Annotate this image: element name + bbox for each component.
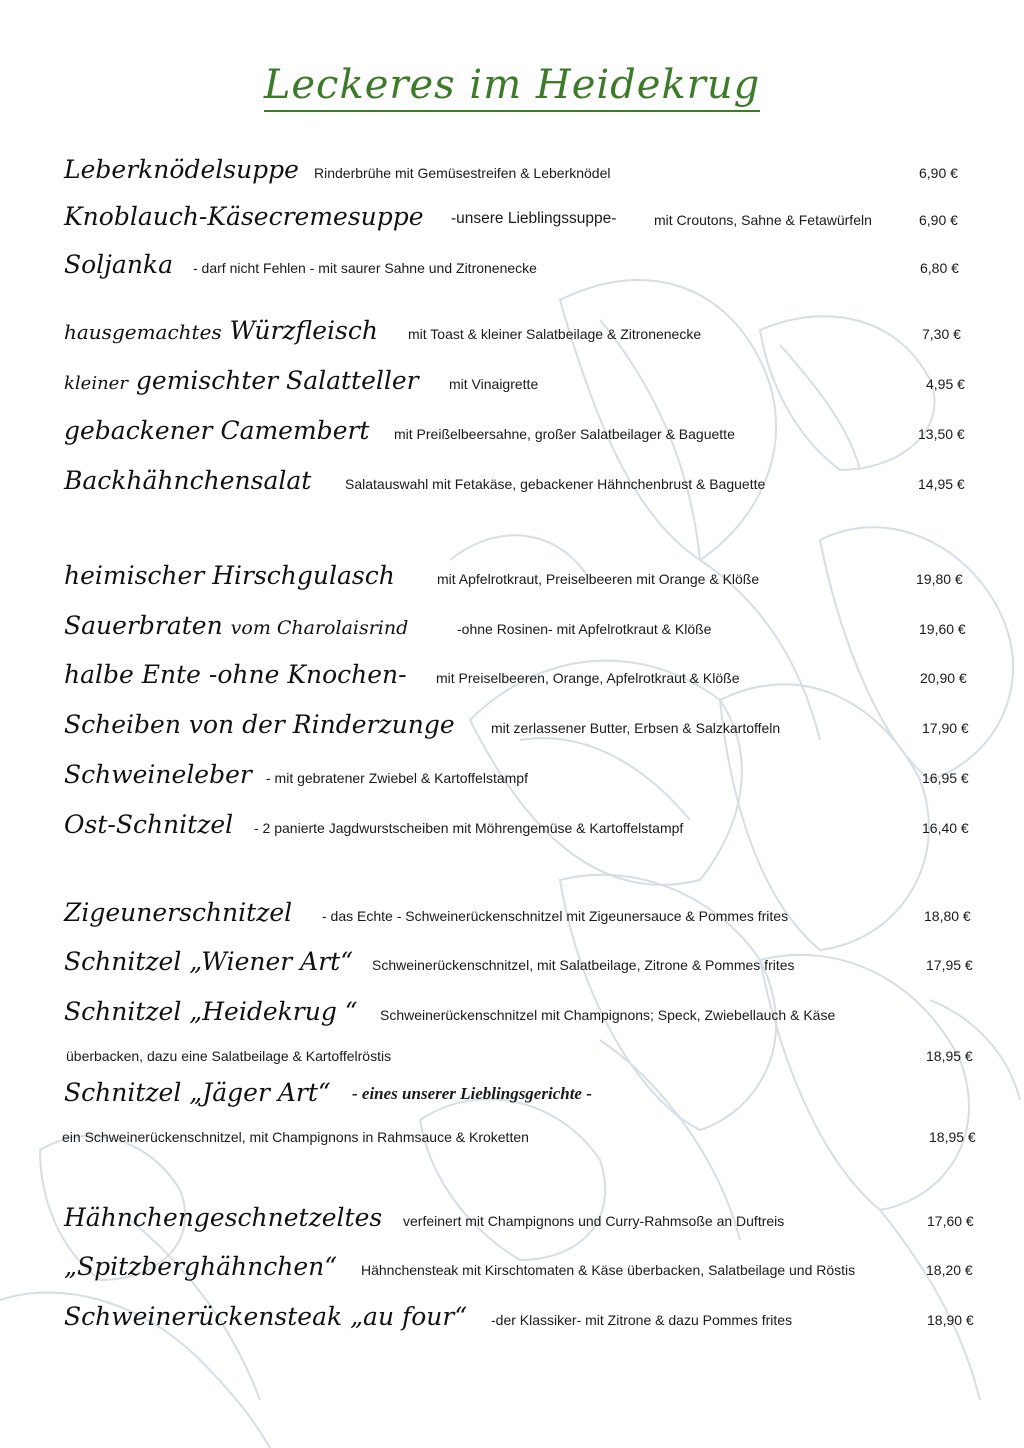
dish-description: mit Preißelbeersahne, großer Salatbeilager & Baguette xyxy=(394,426,735,442)
menu-item xyxy=(0,311,1024,351)
dish-description-continued: überbacken, dazu eine Salatbeilage & Kartoffelröstis xyxy=(66,1048,392,1064)
menu-item xyxy=(0,992,1024,1032)
dish-note: - eines unserer Lieblingsgerichte - xyxy=(352,1084,592,1103)
dish-description: -der Klassiker- mit Zitrone & dazu Pommes frites xyxy=(491,1312,793,1328)
menu-item xyxy=(0,556,1024,596)
dish-name: Leberknödelsuppe xyxy=(64,155,299,184)
dish-description: - das Echte - Schweinerückenschnitzel mit Zigeunersauce & Pommes frites xyxy=(322,908,789,924)
dish-price: 4,95 € xyxy=(926,376,965,392)
dish-price: 17,60 € xyxy=(927,1213,974,1229)
dish-name: Scheiben von der Rinderzunge xyxy=(64,710,455,739)
dish-price: 6,90 € xyxy=(919,165,958,181)
dish-name: Schnitzel „Jäger Art“ xyxy=(64,1078,331,1107)
menu-item xyxy=(0,942,1024,982)
menu-item xyxy=(0,1198,1024,1238)
menu-item xyxy=(0,1247,1024,1287)
dish-name: Schnitzel „Wiener Art“ xyxy=(64,947,354,976)
dish-name: Schweinerückensteak „au four“ xyxy=(64,1302,468,1331)
dish-price: 17,95 € xyxy=(926,957,973,973)
dish-name-prefix: kleiner xyxy=(64,373,128,394)
menu-item xyxy=(0,1073,1024,1113)
dish-price: 18,80 € xyxy=(924,908,971,924)
dish-name-main: gemischter Salatteller xyxy=(135,366,419,395)
dish-name: Knoblauch-Käsecremesuppe xyxy=(64,202,424,231)
dish-price: 18,90 € xyxy=(927,1312,974,1328)
dish-name: „Spitzberghähnchen“ xyxy=(64,1252,338,1281)
dish-description: mit Apfelrotkraut, Preiselbeeren mit Orange & Klöße xyxy=(437,571,760,587)
dish-name: Backhähnchensalat xyxy=(64,466,312,495)
dish-name: heimischer Hirschgulasch xyxy=(64,561,395,590)
dish-description: Salatauswahl mit Fetakäse, gebackener Hähnchenbrust & Baguette xyxy=(345,476,766,492)
menu-item xyxy=(0,150,1024,190)
dish-price: 20,90 € xyxy=(920,670,967,686)
menu-item xyxy=(0,893,1024,933)
dish-name: Ost-Schnitzel xyxy=(64,810,234,839)
menu-title: Leckeres im Heidekrug xyxy=(0,62,1024,108)
dish-name xyxy=(64,366,419,395)
dish-price: 16,95 € xyxy=(922,770,969,786)
dish-price: 7,30 € xyxy=(922,326,961,342)
dish-name xyxy=(64,611,408,640)
dish-price: 18,20 € xyxy=(926,1262,973,1278)
dish-description: Schweinerückenschnitzel mit Champignons; Speck, Zwiebellauch & Käse xyxy=(380,1007,836,1023)
menu-item xyxy=(0,461,1024,501)
dish-name: Schweineleber xyxy=(64,760,252,789)
menu-item xyxy=(0,197,1024,237)
dish-name: Hähnchengeschnetzeltes xyxy=(64,1203,383,1232)
dish-description: - mit gebratener Zwiebel & Kartoffelstampf xyxy=(266,770,528,786)
dish-description: mit zerlassener Butter, Erbsen & Salzkartoffeln xyxy=(491,720,781,736)
dish-price: 14,95 € xyxy=(918,476,965,492)
dish-description: verfeinert mit Champignons und Curry-Rahmsoße an Duftreis xyxy=(403,1213,785,1229)
menu-item xyxy=(0,411,1024,451)
dish-description: mit Preiselbeeren, Orange, Apfelrotkraut & Klöße xyxy=(436,670,740,686)
menu-item xyxy=(0,1297,1024,1337)
dish-name-suffix: vom Charolaisrind xyxy=(230,617,409,639)
dish-description: - darf nicht Fehlen - mit saurer Sahne und Zitronenecke xyxy=(193,260,537,276)
menu-item xyxy=(0,655,1024,695)
dish-description: Hähnchensteak mit Kirschtomaten & Käse überbacken, Salatbeilage und Röstis xyxy=(361,1262,856,1278)
dish-price: 19,60 € xyxy=(919,621,966,637)
dish-description: Schweinerückenschnitzel, mit Salatbeilage, Zitrone & Pommes frites xyxy=(372,957,795,973)
menu-item xyxy=(0,805,1024,845)
dish-price: 19,80 € xyxy=(916,571,963,587)
dish-name-prefix: hausgemachtes xyxy=(64,320,222,344)
dish-name-main: Würzfleisch xyxy=(229,316,378,345)
dish-price: 17,90 € xyxy=(922,720,969,736)
dish-name: gebackener Camembert xyxy=(64,416,370,445)
dish-description: mit Toast & kleiner Salatbeilage & Zitronenecke xyxy=(408,326,702,342)
dish-name: Schnitzel „Heidekrug “ xyxy=(64,997,358,1026)
menu-item-continuation xyxy=(0,1033,1024,1073)
dish-description: mit Vinaigrette xyxy=(449,376,539,392)
dish-description: -ohne Rosinen- mit Apfelrotkraut & Klöße xyxy=(457,621,712,637)
dish-name: Zigeunerschnitzel xyxy=(64,898,293,927)
dish-name: halbe Ente -ohne Knochen- xyxy=(64,660,407,689)
dish-price: 18,95 € xyxy=(926,1048,973,1064)
menu-item xyxy=(0,606,1024,646)
menu-item-continuation xyxy=(0,1114,1024,1154)
dish-description: - 2 panierte Jagdwurstscheiben mit Möhrengemüse & Kartoffelstampf xyxy=(254,820,684,836)
dish-name-main: Sauerbraten xyxy=(64,611,223,640)
menu-item xyxy=(0,361,1024,401)
dish-description: mit Croutons, Sahne & Fetawürfeln xyxy=(654,212,872,228)
dish-price: 16,40 € xyxy=(922,820,969,836)
dish-price: 18,95 € xyxy=(929,1129,976,1145)
dish-price: 13,50 € xyxy=(918,426,965,442)
menu-item xyxy=(0,705,1024,745)
dish-price: 6,90 € xyxy=(919,212,958,228)
menu-item xyxy=(0,245,1024,285)
dish-description-prefix: -unsere Lieblingssuppe- xyxy=(451,210,617,227)
menu-item xyxy=(0,755,1024,795)
dish-name xyxy=(64,316,378,345)
dish-description: Rinderbrühe mit Gemüsestreifen & Leberknödel xyxy=(314,165,611,181)
dish-name: Soljanka xyxy=(64,250,173,279)
dish-price: 6,80 € xyxy=(920,260,959,276)
dish-description-continued: ein Schweinerückenschnitzel, mit Champignons in Rahmsauce & Kroketten xyxy=(62,1129,529,1145)
